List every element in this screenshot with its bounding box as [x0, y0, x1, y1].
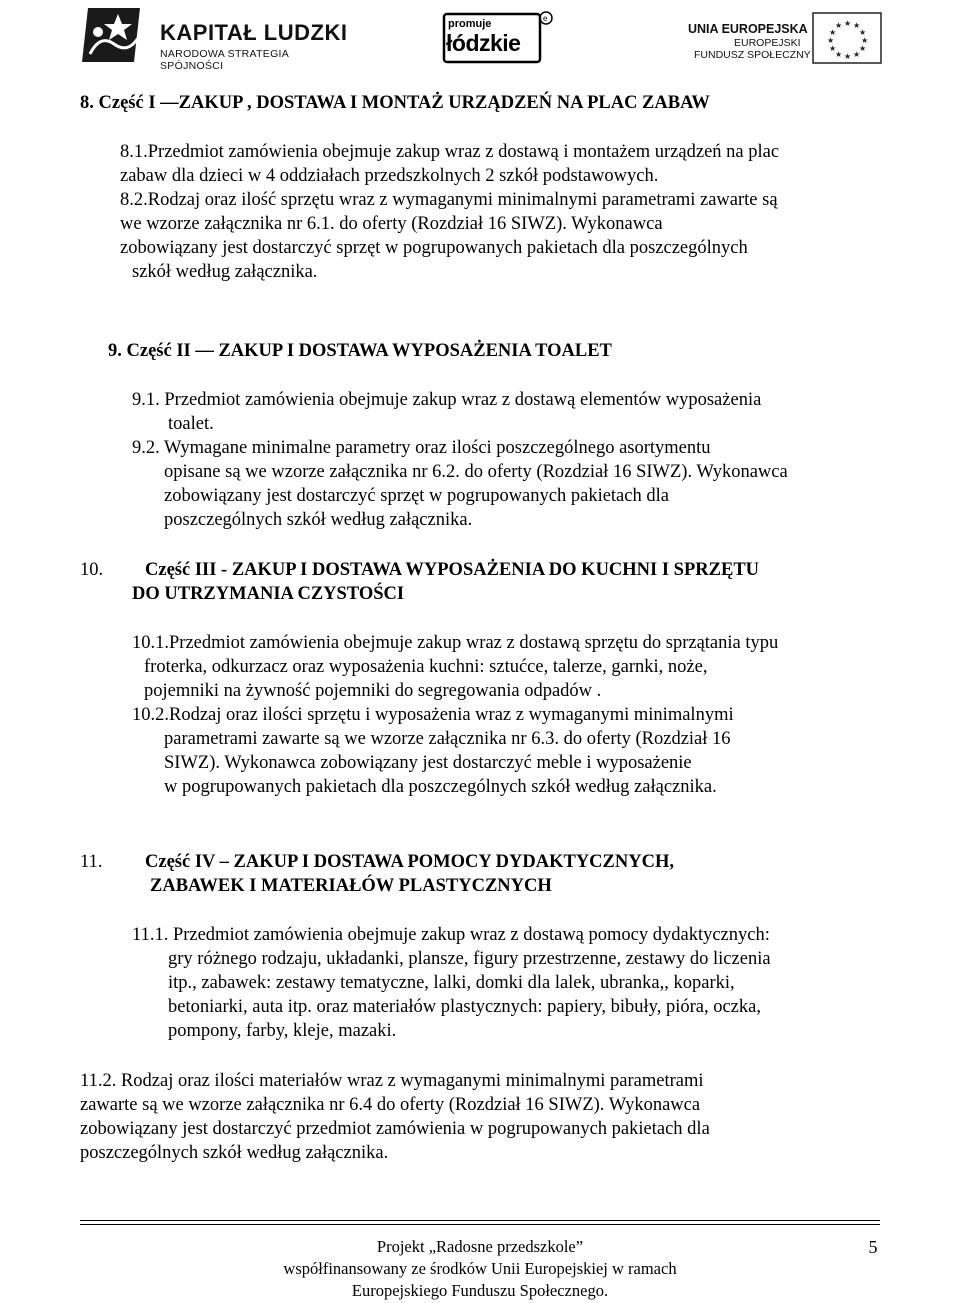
- svg-text:★: ★: [859, 44, 867, 53]
- section-8-line-5: zobowiązany jest dostarczyć sprzęt w pogrupowanych pakietach dla poszczególnych: [120, 238, 748, 258]
- promuje-label: promuje: [448, 18, 492, 30]
- footer-line-1: Projekt „Radosne przedszkole”: [376, 1237, 584, 1256]
- svg-text:★: ★: [859, 28, 867, 37]
- svg-text:★: ★: [835, 50, 843, 59]
- section-11-heading-1: Część IV – ZAKUP I DOSTAWA POMOCY DYDAKTYCZNYCH,: [145, 852, 674, 872]
- section-11-line-2: gry różnego rodzaju, układanki, plansze, figury przestrzenne, zestawy do liczenia: [168, 949, 771, 969]
- svg-text:★: ★: [853, 50, 861, 59]
- section-9-line-1: 9.1. Przedmiot zamówienia obejmuje zakup wraz z dostawą elementów wyposażenia: [132, 390, 762, 410]
- section-9-line-4: opisane są we wzorze załącznika nr 6.2. do oferty (Rozdział 16 SIWZ). Wykonawca: [164, 462, 788, 482]
- ue-line-3: FUNDUSZ SPOŁECZNY: [694, 49, 811, 61]
- eu-flag-icon: [812, 12, 882, 64]
- section-11-line-8: zobowiązany jest dostarczyć przedmiot zamówienia w pogrupowanych pakietach dla: [80, 1119, 710, 1139]
- section-8-line-3: 8.2.Rodzaj oraz ilość sprzętu wraz z wymaganymi minimalnymi parametrami zawarte są: [120, 190, 778, 210]
- footer-divider: [80, 1220, 880, 1221]
- section-10-line-1: 10.1.Przedmiot zamówienia obejmuje zakup wraz z dostawą sprzętu do sprzątania typu: [132, 633, 779, 653]
- section-8-line-1: 8.1.Przedmiot zamówienia obejmuje zakup wraz z dostawą i montażem urządzeń na plac: [120, 142, 780, 162]
- footer-line-3: Europejskiego Funduszu Społecznego.: [351, 1281, 609, 1300]
- svg-text:★: ★: [853, 21, 861, 30]
- section-11-line-9: poszczególnych szkół według załącznika.: [80, 1143, 389, 1163]
- svg-text:★: ★: [844, 19, 852, 28]
- kapital-ludzki-subtitle: NARODOWA STRATEGIA SPÓJNOŚCI: [160, 48, 289, 72]
- kapital-ludzki-title: KAPITAŁ LUDZKI: [160, 20, 348, 45]
- promuje-lodzkie-logo: [414, 10, 554, 66]
- section-10-line-6: SIWZ). Wykonawca zobowiązany jest dostarczyć meble i wyposażenie: [164, 753, 692, 773]
- kapital-ludzki-emblem-icon: [80, 4, 152, 66]
- ue-line-1: UNIA EUROPEJSKA: [688, 22, 808, 36]
- section-10-number: 10.: [80, 560, 104, 580]
- section-10-line-5: parametrami zawarte są we wzorze załącznika nr 6.3. do oferty (Rozdział 16: [164, 729, 731, 749]
- svg-text:★: ★: [829, 44, 837, 53]
- section-10-heading-2: DO UTRZYMANIA CZYSTOŚCI: [132, 584, 405, 604]
- section-9-line-3: 9.2. Wymagane minimalne parametry oraz ilości poszczególnego asortymentu: [132, 438, 711, 458]
- section-10-heading-1: Część III - ZAKUP I DOSTAWA WYPOSAŻENIA DO KUCHNI I SPRZĘTU: [145, 560, 760, 580]
- kapital-ludzki-logo: [80, 4, 350, 72]
- page-number: 5: [868, 1237, 878, 1257]
- footer-line-2: współfinansowany ze środków Unii Europejskiej w ramach: [283, 1259, 677, 1278]
- section-11-number: 11.: [80, 852, 103, 872]
- section-8-line-4: we wzorze załącznika nr 6.1. do oferty (Rozdział 16 SIWZ). Wykonawca: [120, 214, 663, 234]
- section-11-heading-2: ZABAWEK I MATERIAŁÓW PLASTYCZNYCH: [150, 876, 552, 896]
- svg-text:★: ★: [835, 21, 843, 30]
- svg-text:★: ★: [829, 28, 837, 37]
- footer-divider-secondary: [80, 1224, 880, 1225]
- section-11-line-5: pompony, farby, kleje, mazaki.: [168, 1021, 397, 1041]
- section-11-line-6: 11.2. Rodzaj oraz ilości materiałów wraz z wymaganymi minimalnymi parametrami: [80, 1071, 704, 1091]
- section-10-line-4: 10.2.Rodzaj oraz ilości sprzętu i wyposażenia wraz z wymaganymi minimalnymi: [132, 705, 734, 725]
- section-11-line-4: betoniarki, auta itp. oraz materiałów plastycznych: papiery, bibuły, pióra, oczka,: [168, 997, 761, 1017]
- section-9-line-5: zobowiązany jest dostarczyć sprzęt w pogrupowanych pakietach dla: [164, 486, 669, 506]
- section-10-line-3: pojemniki na żywność pojemniki do segregowania odpadów .: [144, 681, 602, 701]
- section-8-heading: 8. Część I —ZAKUP , DOSTAWA I MONTAŻ URZĄDZEŃ NA PLAC ZABAW: [80, 93, 710, 113]
- section-9-heading: 9. Część II — ZAKUP I DOSTAWA WYPOSAŻENIA TOALET: [108, 341, 612, 361]
- section-11-line-3: itp., zabawek: zestawy tematyczne, lalki, domki dla lalek, ubranka,, koparki,: [168, 973, 735, 993]
- section-9-line-2: toalet.: [168, 414, 214, 434]
- lodzkie-label: łódzkie: [446, 30, 521, 56]
- section-11-line-1: 11.1. Przedmiot zamówienia obejmuje zakup wraz z dostawą pomocy dydaktycznych:: [132, 925, 770, 945]
- section-9-line-6: poszczególnych szkół według załącznika.: [164, 510, 473, 530]
- svg-text:★: ★: [861, 36, 869, 45]
- svg-text:★: ★: [827, 36, 835, 45]
- unia-europejska-logo: [688, 12, 888, 68]
- svg-text:★: ★: [844, 52, 852, 61]
- section-10-line-2: froterka, odkurzacz oraz wyposażenia kuchni: sztućce, talerze, garnki, noże,: [144, 657, 708, 677]
- section-8-line-2: zabaw dla dzieci w 4 oddziałach przedszkolnych 2 szkół podstawowych.: [120, 166, 659, 186]
- section-8-line-6: szkół według załącznika.: [132, 262, 318, 282]
- ue-line-2: EUROPEJSKI: [734, 37, 801, 49]
- section-10-line-7: w pogrupowanych pakietach dla poszczególnych szkół według załącznika.: [164, 777, 717, 797]
- svg-text:e: e: [543, 14, 548, 23]
- section-11-line-7: zawarte są we wzorze załącznika nr 6.4 do oferty (Rozdział 16 SIWZ). Wykonawca: [80, 1095, 701, 1115]
